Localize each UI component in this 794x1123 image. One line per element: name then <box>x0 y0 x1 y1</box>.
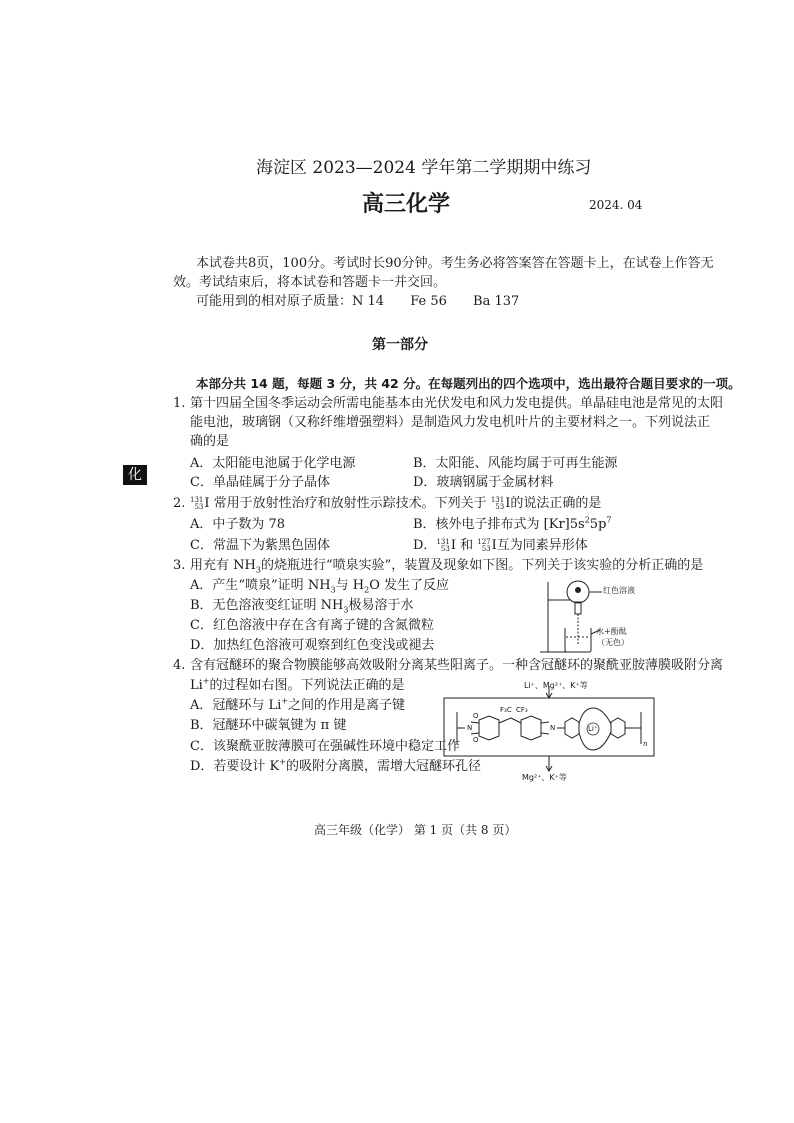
page-footer: 高三年级（化学） 第 1 页（共 8 页） <box>314 823 517 837</box>
benzene-ring-1 <box>479 716 499 740</box>
q4-option-b: B．冠醚环中碳氧键为 π 键 <box>190 718 347 733</box>
benzene-ring-4 <box>611 718 625 738</box>
atomic-mass-ba: Ba 137 <box>473 294 520 309</box>
q4-option-a: A．冠醚环与 Li+之间的作用是离子键 <box>190 696 406 713</box>
subject-title: 高三化学 <box>362 191 451 217</box>
q1-option-b: B．太阳能、风能均属于可再生能源 <box>413 456 618 471</box>
q4-option-c: C．该聚酰亚胺薄膜可在强碱性环境中稳定工作 <box>190 739 460 754</box>
q1-number: 1. <box>173 396 186 411</box>
atomic-mass-fe: Fe 56 <box>410 294 447 309</box>
atomic-masses <box>196 294 519 310</box>
q1-stem-line-2: 能电池，玻璃钢（又称纤维增强塑料）是制造风力发电机叶片的主要材料之一。下列说法正 <box>190 415 711 430</box>
fig-label-cf3-right: CF₃ <box>516 706 528 714</box>
q3-number: 3. <box>173 558 186 573</box>
q4-stem-line-2: Li+的过程如右图。下列说法正确的是 <box>190 676 405 693</box>
fig-label-colorless: （无色） <box>597 638 629 647</box>
intro-line-1: 本试卷共8页，100分。考试时长90分钟。考生务必将答案答在答题卡上，在试卷上作答无 <box>196 256 714 271</box>
fig-label-carbonyl-o-top: O <box>473 712 479 720</box>
fig-label-imide-n-left: N <box>467 724 473 732</box>
fig-label-cations-out: Mg²⁺、K⁺等 <box>522 773 567 782</box>
q4-number: 4. <box>173 658 186 673</box>
fountain-spray <box>575 587 581 593</box>
fig-label-red-solution: 红色溶液 <box>603 586 635 595</box>
q3-stem: 用充有 $NH_3$的烧瓶进行“喷泉实验”，装置及现象如下图。下列关于该实验的分析正确的是 <box>190 558 704 575</box>
q2-option-a: A．中子数为 78 <box>190 517 286 532</box>
q2-option-d: D．131 53I 和 127 53I互为同素异形体 <box>413 538 588 553</box>
q1-option-d: D．玻璃钢属于金属材料 <box>413 475 554 490</box>
fig-label-n-repeat: n <box>643 740 648 748</box>
q4-option-d: D．若要设计 K+的吸附分离膜，需增大冠醚环孔径 <box>190 757 481 774</box>
q2-stem: 131 53I 常用于放射性治疗和放射性示踪技术。下列关于 131 53I的说法正确的是 <box>190 496 602 511</box>
q1-option-a: A．太阳能电池属于化学电源 <box>190 456 356 471</box>
fig-label-imide-n-right: N <box>550 724 556 732</box>
exam-title: 海淀区 2023—2024 学年第二学期期中练习 <box>256 158 592 178</box>
q3-option-a: A．产生“喷泉”证明 $NH_3$与 $H_2O$ 发生了反应 <box>190 578 449 595</box>
atomic-masses-n: 可能用到的相对原子质量：N 14 <box>196 294 385 309</box>
q2-option-b: B．核外电子排布式为 $[Kr]5s^25p^7$ <box>413 515 612 532</box>
q2-number: 2. <box>173 496 186 511</box>
fig-label-carbonyl-o-bottom: O <box>473 736 479 744</box>
subject-side-tab: 化 <box>123 465 147 485</box>
part-title: 第一部分 <box>372 337 428 353</box>
benzene-ring-2 <box>521 716 541 740</box>
fig-label-cf3-left: F₃C <box>500 706 512 714</box>
q2-isotope-notation: 131 53 <box>190 496 204 511</box>
q2-option-c: C．常温下为紫黑色固体 <box>190 538 330 553</box>
q1-option-c: C．单晶硅属于分子晶体 <box>190 475 330 490</box>
q4-stem-line-1: 含有冠醚环的聚合物膜能够高效吸附分离某些阳离子。一种含冠醚环的聚酰亚胺薄膜吸附分离 <box>190 658 724 673</box>
q3-option-b: B．无色溶液变红证明 $NH_3$极易溶于水 <box>190 598 414 615</box>
q1-stem-line-3: 确的是 <box>190 434 230 449</box>
fig-label-cations-in: Li⁺、Mg²⁺、K⁺等 <box>524 681 588 690</box>
part-instruction: 本部分共 14 题，每题 3 分，共 42 分。在每题列出的四个选项中，选出最符合题目要求的一项。 <box>196 376 741 391</box>
fig-label-li-ion: Li⁺ <box>588 725 598 733</box>
q3-option-c: C．红色溶液中存在含有离子键的含氮微粒 <box>190 618 434 633</box>
crown-ring-top <box>579 708 611 724</box>
fig-label-water-phenolphthalein: 水+酚酞 <box>596 627 627 636</box>
exam-date: 2024. 04 <box>589 198 643 212</box>
q1-stem-line-1: 第十四届全国冬季运动会所需电能基本由光伏发电和风力发电提供。单晶硅电池是常见的太阳 <box>190 396 724 411</box>
membrane-box <box>444 698 654 756</box>
q3-option-d: D．加热红色溶液可观察到红色变浅或褪去 <box>190 638 435 653</box>
intro-line-2: 效。考试结束后，将本试卷和答题卡一并交回。 <box>173 275 447 290</box>
benzene-ring-3 <box>565 718 579 738</box>
